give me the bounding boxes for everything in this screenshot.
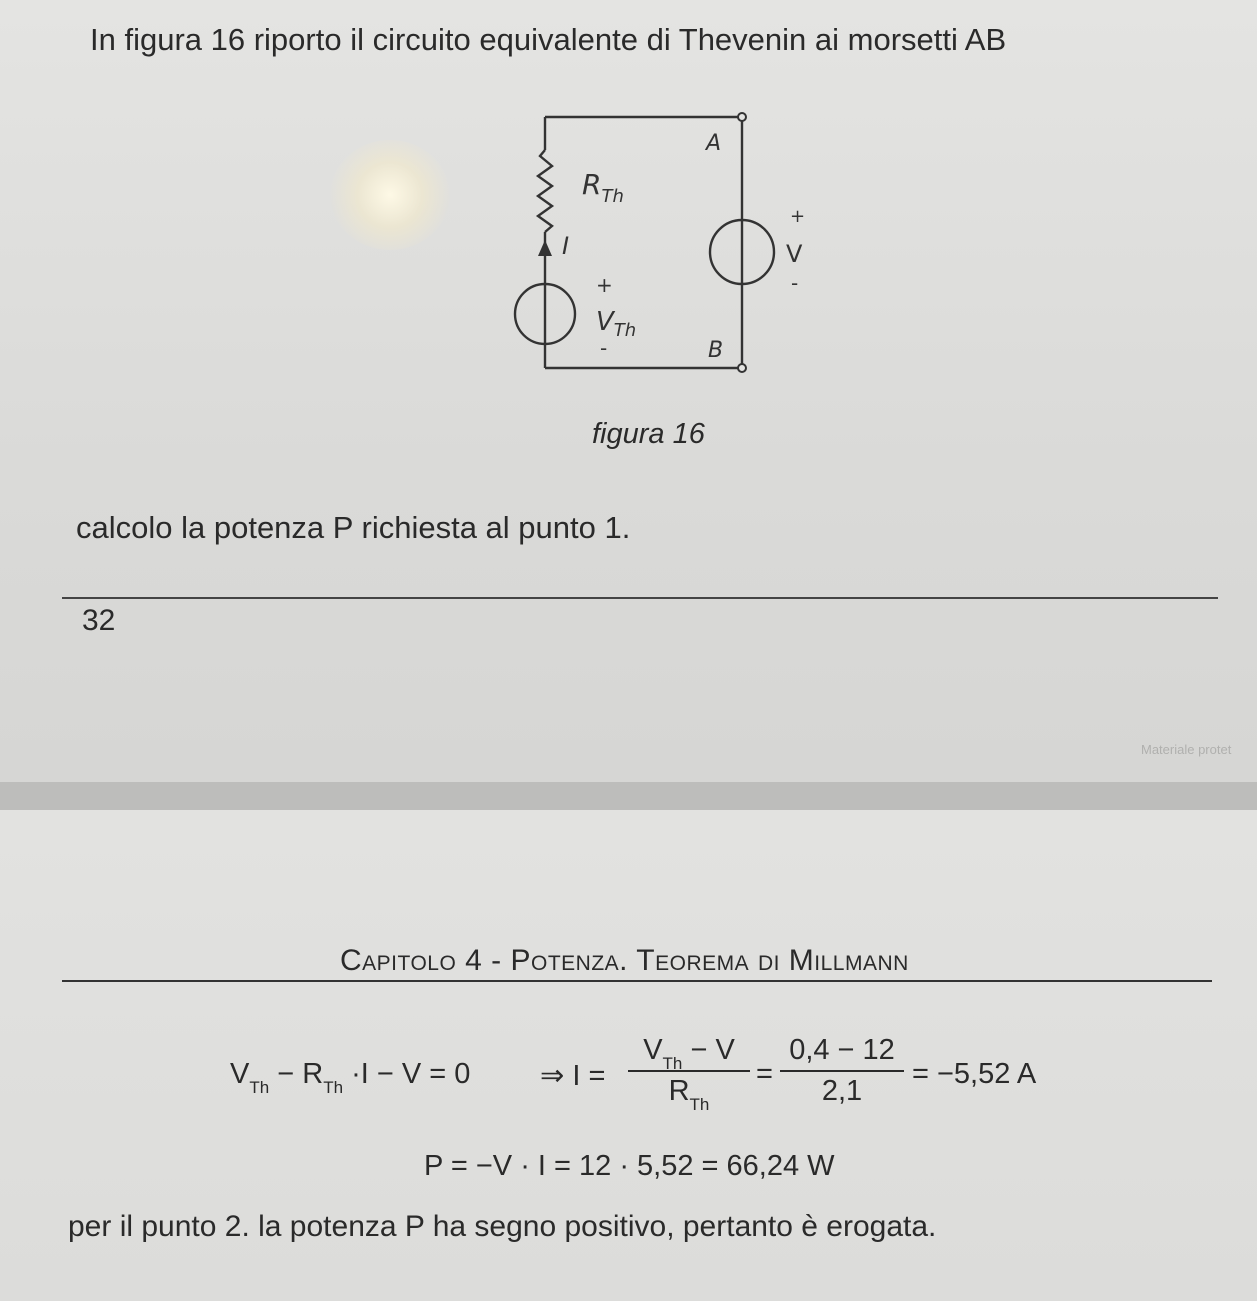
equation-1-eq-sign: = — [756, 1058, 773, 1090]
source-th-label: $V_{Th}$ — [596, 307, 637, 341]
light-glare — [330, 140, 450, 250]
page-gap-band — [0, 782, 1257, 810]
terminal-a — [738, 113, 746, 121]
source-th-minus: - — [600, 336, 608, 360]
terminal-b — [738, 364, 746, 372]
equation-1-result: = −5,52 A — [912, 1058, 1037, 1090]
conclusion-text: per il punto 2. la potenza P ha segno positivo, pertanto è erogata. — [68, 1210, 937, 1243]
current-label: I — [562, 232, 570, 260]
equation-1-fraction-2: 0,4 − 12 2,1 — [780, 1034, 904, 1108]
watermark-text: Materiale protet — [1141, 742, 1232, 757]
calc-text: calcolo la potenza P richiesta al punto 1. — [76, 510, 631, 545]
intro-text: In figura 16 riporto il circuito equivalente di Thevenin ai morsetti AB — [90, 22, 1007, 57]
equation-1-lhs: $V_{Th} - R_{Th} \cdot I - V = 0$ — [230, 1058, 471, 1097]
thevenin-circuit — [500, 100, 806, 390]
page-number: 32 — [82, 604, 116, 637]
node-b-label: B — [708, 338, 724, 363]
resistor-label: $R_{Th}$ — [582, 168, 624, 207]
source-th-plus: + — [596, 273, 613, 297]
resistor-zigzag — [538, 150, 552, 232]
source-v-plus: + — [790, 206, 806, 227]
equation-2: P = −V · I = 12 · 5,52 = 66,24 W — [424, 1150, 835, 1182]
chapter-heading: Capitolo 4 - Potenza. Teorema di Millmann — [340, 944, 909, 977]
figure-caption: figura 16 — [592, 418, 705, 450]
equation-1-implies: ⇒ I = — [540, 1060, 606, 1092]
current-arrow-icon — [538, 240, 552, 256]
node-a-label: A — [706, 131, 722, 156]
equation-1-fraction-1: $V_{Th} - V$ $R_{Th}$ — [628, 1034, 750, 1108]
source-v-minus: - — [791, 271, 799, 295]
chapter-rule — [62, 980, 1212, 982]
source-v-label: V — [786, 240, 803, 268]
page-rule — [62, 597, 1218, 599]
